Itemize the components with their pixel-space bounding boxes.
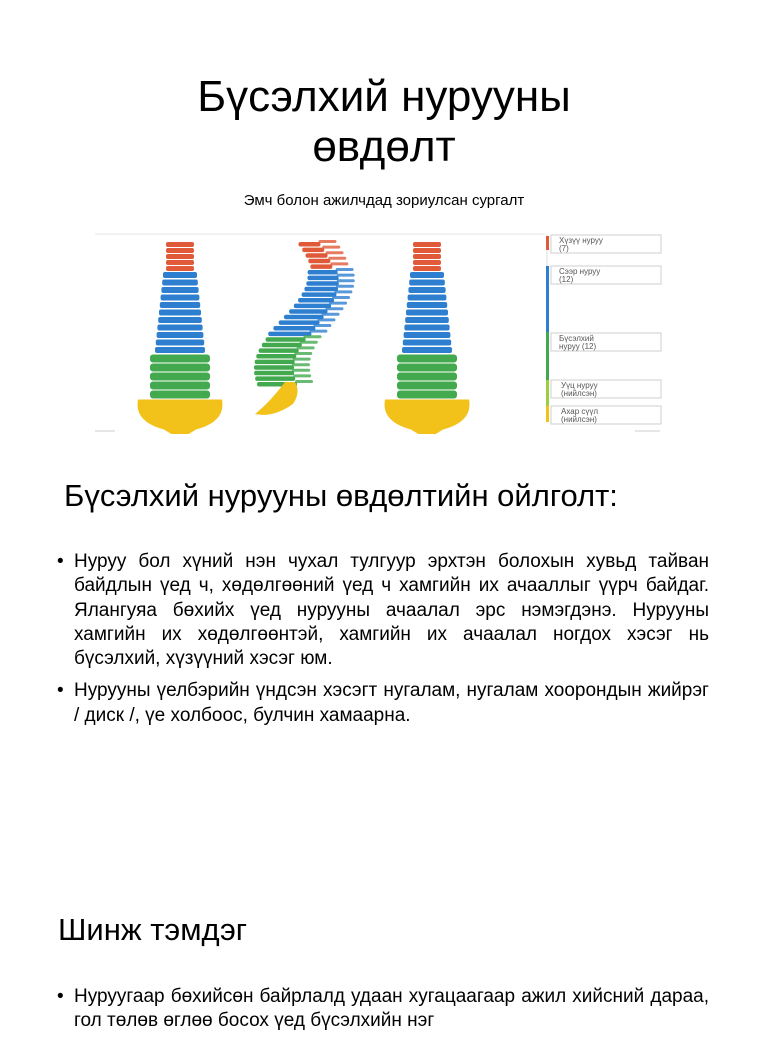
legend-lumbar-line2: нуруу (12): [559, 342, 597, 351]
legend-item-coccyx: [551, 406, 661, 424]
list-item: [57, 985, 709, 1034]
spine-legend: [546, 234, 661, 424]
title-line-1: Бүсэлхий нурууны: [197, 72, 571, 121]
bullet-text: Нуруу бол хүний нэн чухал тулгуур эрхтэн болохын хувьд тайван байдлын үед ч, хөдөлгөөний үед ч хамгийн их ачааллыг үүрч байдаг. Ялангуяа бөхийх үед нурууны ачаалал эрс нэмэгдэнэ. Нурууны хамгийн их хөдөлгөөнтэй, хамгийн их ачаалал ногдох хэсэг нь бүсэлхий, хүзүүний хэсэг юм.: [74, 551, 709, 670]
legend-lumbar-line1: Бүсэлхий: [559, 334, 594, 343]
spine-front-view-left: [138, 242, 223, 434]
page-title: [0, 72, 768, 172]
spine-front-view-right: [385, 242, 470, 434]
legend-sacrum-line1: Уүц нуруу: [561, 381, 598, 390]
bullet-icon: •: [57, 986, 64, 1007]
bullet-icon: •: [57, 680, 64, 702]
section-heading-concept: Бүсэлхий нурууны өвдөлтийн ойлголт:: [64, 478, 618, 513]
legend-item-sacrum: [551, 380, 661, 398]
list-item: [57, 550, 709, 671]
section-heading-symptoms: Шинж тэмдэг: [58, 912, 248, 947]
legend-cervical-line2: (7): [559, 244, 569, 253]
bullet-icon: •: [57, 551, 64, 572]
title-line-2: өвдөлт: [312, 122, 456, 171]
spine-side-view: [254, 240, 355, 415]
spine-illustration: [95, 232, 665, 434]
list-item: [57, 679, 709, 728]
legend-coccyx-line1: Ахар сүүл: [561, 407, 599, 416]
symptoms-bullet-list: [57, 985, 709, 1042]
subtitle: Эмч болон ажилчдад зориулсан сургалт: [243, 192, 525, 209]
legend-thoracic-line1: Сээр нуруу: [559, 267, 601, 276]
legend-item-thoracic: [551, 266, 661, 284]
legend-cervical-line1: Хүзүү нуруу: [559, 236, 603, 245]
legend-item-cervical: [551, 235, 661, 253]
legend-thoracic-line2: (12): [559, 275, 574, 284]
legend-sacrum-line2: (нийлсэн): [561, 389, 597, 398]
bullet-text: Нуруугаар бөхийсөн байрлалд удаан хугацаагаар ажил хийсний дараа, гол төлөв өглөө босох үед бүсэлхийн нэг: [74, 986, 709, 1032]
concept-bullet-list: [57, 550, 709, 736]
legend-coccyx-line2: (нийлсэн): [561, 415, 597, 424]
bullet-text: Нурууны үелбэрийн үндсэн хэсэгт нугалам, нугалам хоорондын жийрэг / диск /, үе холбоос, булчин хамаарна.: [74, 680, 709, 726]
legend-item-lumbar: [551, 333, 661, 351]
